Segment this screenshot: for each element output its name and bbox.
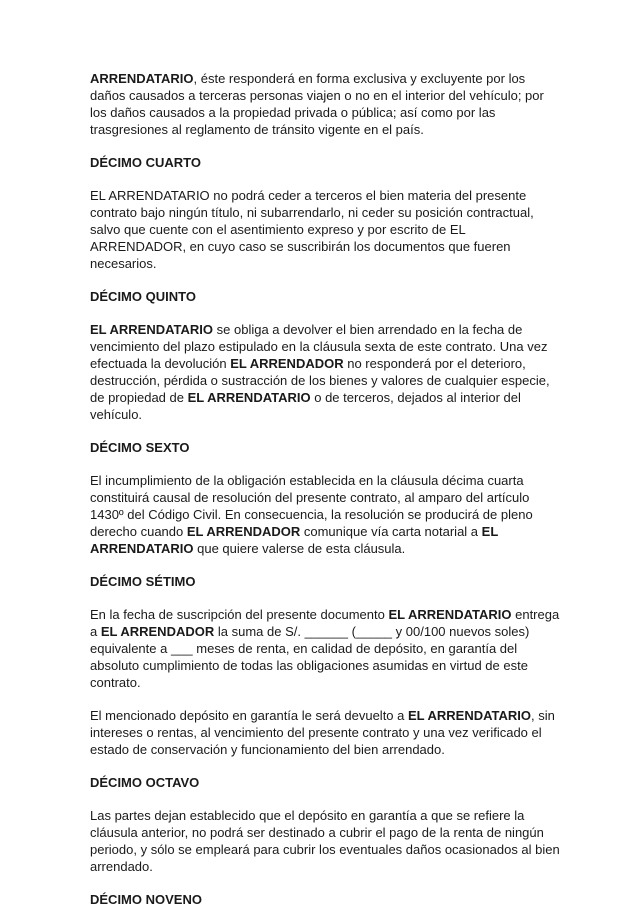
clause-paragraph: [90, 707, 560, 758]
paragraph-text: se obliga a devolver el bien arrendado en la fecha de vencimiento del plazo estipulado en la cláusula sexta de este contrato. Una vez efectuada la devolución: [90, 322, 548, 371]
clause-heading: DÉCIMO SEXTO: [90, 440, 190, 455]
clause-paragraph: [90, 472, 560, 557]
paragraph-text: En la fecha de suscripción del presente documento: [90, 607, 389, 622]
clause-paragraph: [90, 187, 560, 272]
party-name-bold: ARRENDATARIO: [90, 71, 194, 86]
paragraph-text: o de terceros, dejados al interior del vehículo.: [90, 390, 521, 422]
paragraph-text: , éste responderá en forma exclusiva y excluyente por los daños causados a terceras personas viajen o no en el interior del vehículo; por los daños causados a la propiedad privada o pública; así como por las trasgresiones al reglamento de tránsito vigente en el país.: [90, 71, 544, 137]
clause-paragraph: [90, 807, 560, 875]
party-name-bold: EL ARRENDADOR: [100, 624, 215, 639]
clause-heading: DÉCIMO CUARTO: [90, 155, 201, 170]
party-name-bold: EL ARRENDADOR: [186, 524, 301, 539]
paragraph-text: que quiere valerse de esta cláusula.: [193, 541, 406, 556]
paragraph-text: El incumplimiento de la obligación establecida en la cláusula décima cuarta constituirá causal de resolución del presente contrato, al amparo del artículo 1430º del Código Civil. En consecuencia, la resolución se producirá de pleno derecho cuando: [90, 473, 533, 539]
paragraph-text: , sin intereses o rentas, al vencimiento del presente contrato y una vez verificado el estado de conservación y funcionamiento del bien arrendado.: [90, 708, 555, 757]
party-name-bold: EL ARRENDATARIO: [90, 524, 499, 556]
paragraph-text: entrega a: [90, 607, 560, 639]
document-page: [90, 70, 560, 924]
paragraph-text: no responderá por el deterioro, destrucción, pérdida o sustracción de los bienes y valores de cualquier especie, de propiedad de: [90, 356, 550, 405]
paragraph-text: comunique vía carta notarial a: [300, 524, 482, 539]
clause-heading: DÉCIMO QUINTO: [90, 289, 196, 304]
clause-heading: DÉCIMO NOVENO: [90, 892, 202, 907]
paragraph-text: Las partes dejan establecido que el depósito en garantía a que se refiere la cláusula anterior, no podrá ser destinado a cubrir el pago de la renta de ningún periodo, y sólo se empleará para cubrir los eventuales daños ocasionados al bien arrendado.: [90, 808, 560, 874]
clause-paragraph: [90, 606, 560, 691]
party-name-bold: EL ARRENDADOR: [230, 356, 344, 371]
party-name-bold: EL ARRENDATARIO: [388, 607, 512, 622]
clause-heading: DÉCIMO SÉTIMO: [90, 574, 196, 589]
clause-heading: DÉCIMO OCTAVO: [90, 775, 200, 790]
clause-paragraph: [90, 321, 560, 423]
paragraph-text: la suma de S/. ______ (_____ y 00/100 nuevos soles) equivalente a ___ meses de renta, en calidad de depósito, en garantía del absoluto cumplimiento de todas las obligaciones asumidas en virtud de este contrato.: [90, 624, 530, 690]
party-name-bold: EL ARRENDATARIO: [187, 390, 311, 405]
paragraph-text: EL ARRENDATARIO no podrá ceder a terceros el bien materia del presente contrato bajo ningún título, ni subarrendarlo, ni ceder su posición contractual, salvo que cuente con el asentimiento expreso y por escrito de EL ARRENDADOR, en cuyo caso se suscribirán los documentos que fueren necesarios.: [90, 188, 534, 271]
party-name-bold: EL ARRENDATARIO: [90, 322, 214, 337]
clause-paragraph: [90, 70, 560, 138]
party-name-bold: EL ARRENDATARIO: [408, 708, 532, 723]
paragraph-text: El mencionado depósito en garantía le será devuelto a: [90, 708, 408, 723]
